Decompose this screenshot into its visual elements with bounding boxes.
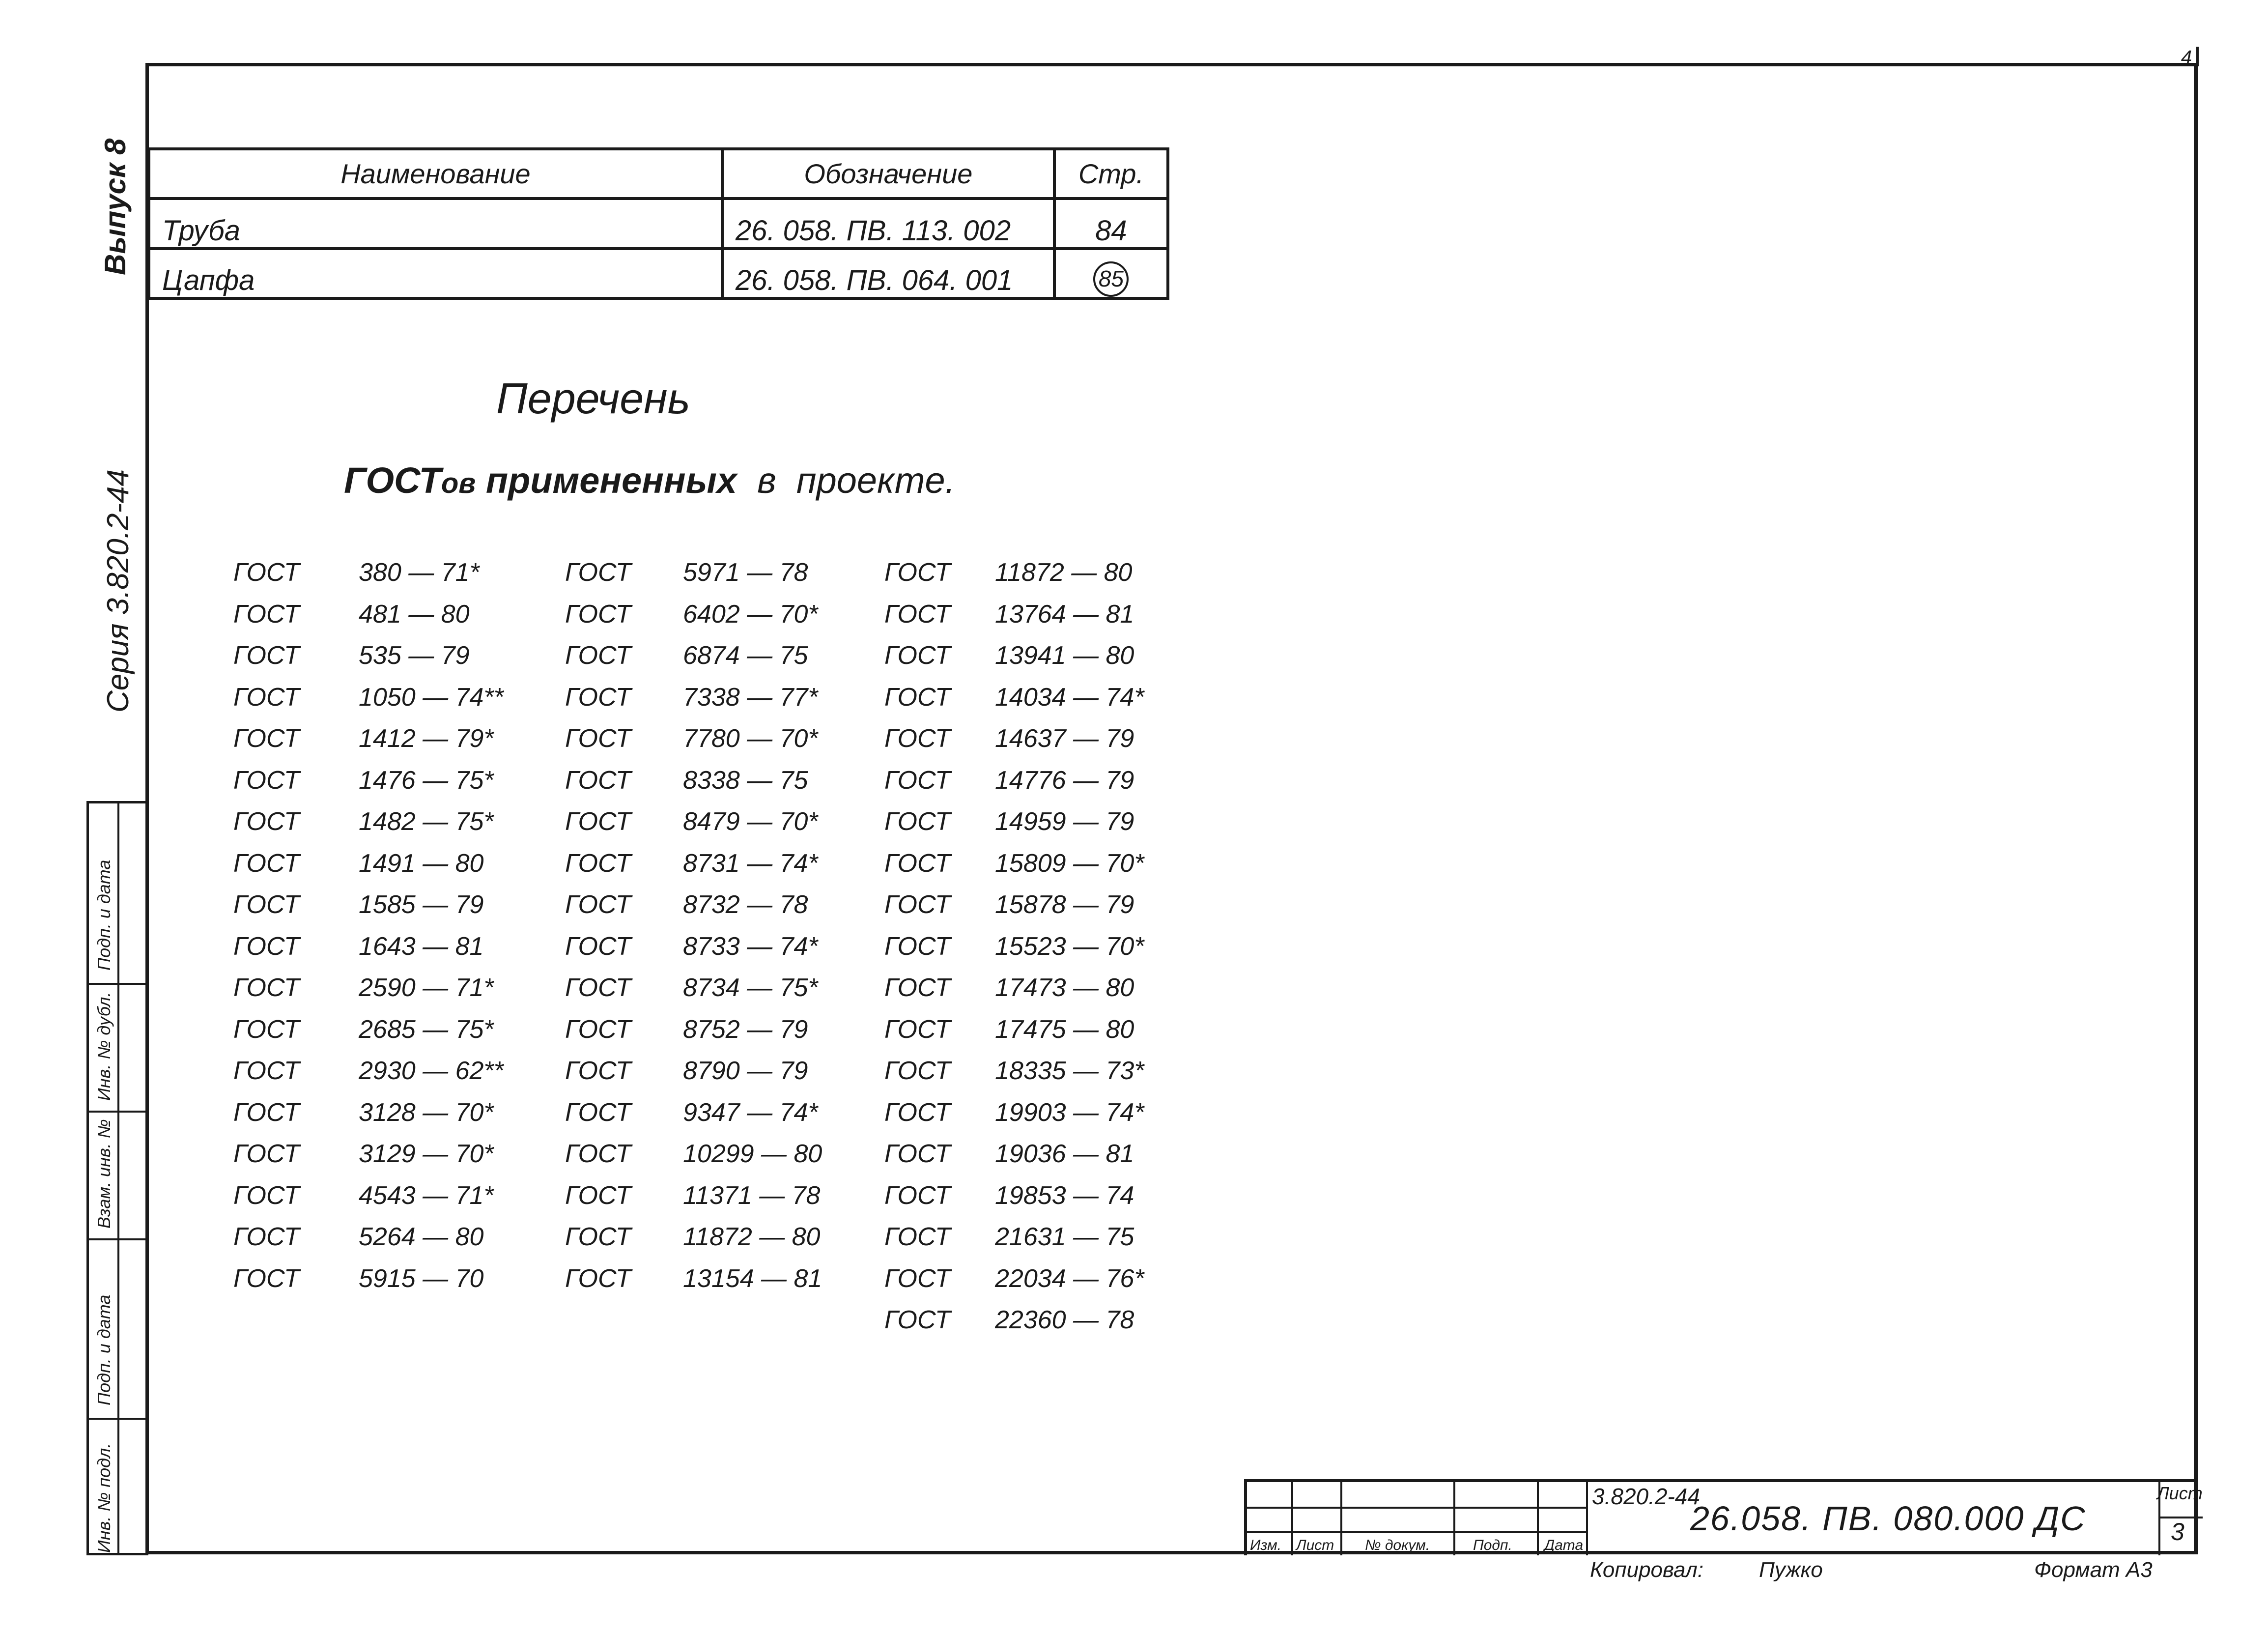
stamp-label: Инв. № дубл. bbox=[94, 992, 114, 1101]
subtitle-gost: ГОСТ bbox=[344, 460, 441, 501]
gost-number: 8479 — 70* bbox=[683, 807, 818, 836]
gost-number: 13764 — 81 bbox=[995, 600, 1134, 629]
gost-prefix: ГОСТ bbox=[565, 1223, 631, 1251]
gost-number: 380 — 71* bbox=[359, 558, 480, 587]
gost-number: 15809 — 70* bbox=[995, 849, 1144, 878]
circled-page-number: 85 bbox=[1093, 261, 1129, 297]
stamp-divider bbox=[89, 983, 146, 985]
gost-number: 7780 — 70* bbox=[683, 724, 818, 753]
gost-prefix: ГОСТ bbox=[884, 890, 951, 919]
gost-number: 5971 — 78 bbox=[683, 558, 808, 587]
stamp-divider bbox=[89, 1418, 146, 1420]
gost-prefix: ГОСТ bbox=[884, 641, 951, 670]
stamp-label: Подп. и дата bbox=[94, 859, 114, 971]
gost-prefix: ГОСТ bbox=[884, 766, 951, 795]
subtitle-in: в bbox=[757, 460, 776, 501]
gost-number: 13941 — 80 bbox=[995, 641, 1134, 670]
gost-number: 11872 — 80 bbox=[995, 558, 1133, 587]
stamp-label: Взам. инв. № bbox=[94, 1119, 114, 1229]
table-header-row bbox=[149, 149, 1168, 199]
list-subtitle bbox=[344, 459, 955, 501]
stamp-label: Инв. № подл. bbox=[94, 1443, 114, 1553]
gost-number: 4543 — 71* bbox=[359, 1181, 494, 1210]
table-row bbox=[149, 199, 1168, 248]
header-designation: Обозначение bbox=[722, 149, 1054, 199]
gost-prefix: ГОСТ bbox=[565, 683, 631, 712]
gost-prefix: ГОСТ bbox=[884, 1223, 951, 1251]
gost-prefix: ГОСТ bbox=[565, 890, 631, 919]
stamp-divider bbox=[89, 1111, 146, 1113]
gost-number: 2685 — 75* bbox=[359, 1015, 494, 1044]
gost-number: 1412 — 79* bbox=[359, 724, 494, 753]
side-series: Серия 3.820.2-44 bbox=[101, 469, 135, 713]
gost-number: 2930 — 62** bbox=[359, 1057, 504, 1085]
row-name: Труба bbox=[149, 199, 722, 248]
gost-number: 1585 — 79 bbox=[359, 890, 484, 919]
gost-prefix: ГОСТ bbox=[884, 1264, 951, 1293]
gost-number: 1643 — 81 bbox=[359, 932, 484, 961]
tb-divider bbox=[1586, 1482, 1588, 1555]
gost-number: 11371 — 78 bbox=[683, 1181, 821, 1210]
tb-divider bbox=[1340, 1482, 1342, 1555]
row-name: Цапфа bbox=[149, 249, 722, 298]
gost-prefix: ГОСТ bbox=[884, 849, 951, 878]
gost-prefix: ГОСТ bbox=[884, 1306, 951, 1334]
gost-number: 17473 — 80 bbox=[995, 973, 1134, 1002]
gost-number: 14776 — 79 bbox=[995, 766, 1134, 795]
copied-by: Пужко bbox=[1759, 1558, 1823, 1582]
subtitle-applied: примененных bbox=[485, 460, 737, 501]
subtitle-ov: ов bbox=[441, 467, 476, 499]
gost-number: 535 — 79 bbox=[359, 641, 470, 670]
tb-divider bbox=[1453, 1482, 1455, 1555]
gost-number: 6402 — 70* bbox=[683, 600, 818, 629]
gost-number: 1050 — 74** bbox=[359, 683, 504, 712]
gost-number: 6874 — 75 bbox=[683, 641, 808, 670]
gost-prefix: ГОСТ bbox=[565, 849, 631, 878]
gost-number: 14959 — 79 bbox=[995, 807, 1134, 836]
gost-prefix: ГОСТ bbox=[565, 1015, 631, 1044]
tb-doc-number: 26.058. ПВ. 080.000 ДС bbox=[1690, 1499, 2086, 1538]
gost-number: 2590 — 71* bbox=[359, 973, 494, 1002]
gost-prefix: ГОСТ bbox=[233, 1057, 300, 1085]
gost-number: 10299 — 80 bbox=[683, 1140, 822, 1168]
gost-prefix: ГОСТ bbox=[884, 1140, 951, 1168]
gost-prefix: ГОСТ bbox=[233, 1015, 300, 1044]
tb-divider bbox=[1247, 1507, 1586, 1509]
gost-prefix: ГОСТ bbox=[565, 1264, 631, 1293]
gost-prefix: ГОСТ bbox=[233, 973, 300, 1002]
gost-number: 19036 — 81 bbox=[995, 1140, 1134, 1168]
gost-number: 1482 — 75* bbox=[359, 807, 494, 836]
gost-prefix: ГОСТ bbox=[233, 1140, 300, 1168]
page-number-divider bbox=[2196, 47, 2199, 66]
gost-number: 8734 — 75* bbox=[683, 973, 818, 1002]
gost-number: 19853 — 74 bbox=[995, 1181, 1134, 1210]
gost-number: 8731 — 74* bbox=[683, 849, 818, 878]
gost-prefix: ГОСТ bbox=[565, 600, 631, 629]
gost-number: 19903 — 74* bbox=[995, 1098, 1144, 1127]
gost-number: 7338 — 77* bbox=[683, 683, 818, 712]
gost-prefix: ГОСТ bbox=[565, 1181, 631, 1210]
gost-number: 8338 — 75 bbox=[683, 766, 808, 795]
gost-prefix: ГОСТ bbox=[233, 932, 300, 961]
gost-prefix: ГОСТ bbox=[233, 807, 300, 836]
gost-prefix: ГОСТ bbox=[884, 973, 951, 1002]
gost-prefix: ГОСТ bbox=[884, 1098, 951, 1127]
gost-number: 8733 — 74* bbox=[683, 932, 818, 961]
gost-prefix: ГОСТ bbox=[884, 1057, 951, 1085]
gost-number: 15523 — 70* bbox=[995, 932, 1144, 961]
gost-number: 22034 — 76* bbox=[995, 1264, 1144, 1293]
gost-number: 8752 — 79 bbox=[683, 1015, 808, 1044]
gost-number: 3129 — 70* bbox=[359, 1140, 494, 1168]
tb-divider bbox=[1291, 1482, 1293, 1555]
gost-number: 8790 — 79 bbox=[683, 1057, 808, 1085]
tb-caption: Изм. bbox=[1250, 1537, 1281, 1553]
tb-divider bbox=[1537, 1482, 1539, 1555]
page-number: 4 bbox=[2181, 47, 2192, 68]
gost-number: 481 — 80 bbox=[359, 600, 470, 629]
gost-prefix: ГОСТ bbox=[233, 641, 300, 670]
gost-number: 14637 — 79 bbox=[995, 724, 1134, 753]
gost-number: 15878 — 79 bbox=[995, 890, 1134, 919]
gost-prefix: ГОСТ bbox=[233, 890, 300, 919]
gost-prefix: ГОСТ bbox=[565, 1057, 631, 1085]
gost-prefix: ГОСТ bbox=[233, 558, 300, 587]
gost-number: 3128 — 70* bbox=[359, 1098, 494, 1127]
tb-series: 3.820.2-44 bbox=[1592, 1484, 1700, 1509]
gost-prefix: ГОСТ bbox=[233, 683, 300, 712]
gost-prefix: ГОСТ bbox=[565, 1098, 631, 1127]
row-designation: 26. 058. ПВ. 113. 002 bbox=[722, 199, 1054, 248]
tb-caption: Подп. bbox=[1473, 1537, 1512, 1553]
gost-prefix: ГОСТ bbox=[565, 766, 631, 795]
gost-number: 9347 — 74* bbox=[683, 1098, 818, 1127]
gost-prefix: ГОСТ bbox=[565, 932, 631, 961]
gost-prefix: ГОСТ bbox=[884, 600, 951, 629]
gost-prefix: ГОСТ bbox=[884, 932, 951, 961]
gost-number: 17475 — 80 bbox=[995, 1015, 1134, 1044]
subtitle-project: проекте. bbox=[796, 460, 956, 501]
gost-number: 8732 — 78 bbox=[683, 890, 808, 919]
stamp-divider bbox=[89, 1238, 146, 1240]
gost-prefix: ГОСТ bbox=[233, 724, 300, 753]
gost-number: 22360 — 78 bbox=[995, 1306, 1134, 1334]
list-title: Перечень bbox=[496, 374, 690, 423]
gost-number: 5264 — 80 bbox=[359, 1223, 484, 1251]
gost-number: 18335 — 73* bbox=[995, 1057, 1144, 1085]
tb-sheet-value: 3 bbox=[2171, 1518, 2184, 1546]
gost-prefix: ГОСТ bbox=[565, 641, 631, 670]
gost-number: 1491 — 80 bbox=[359, 849, 484, 878]
gost-prefix: ГОСТ bbox=[884, 683, 951, 712]
tb-sheet-label: Лист bbox=[2157, 1483, 2203, 1503]
header-page: Стр. bbox=[1054, 149, 1168, 199]
tb-caption: Лист bbox=[1296, 1537, 1334, 1553]
sheet-format: Формат А3 bbox=[2034, 1558, 2153, 1582]
stamp-divider bbox=[117, 803, 119, 1553]
row-page-circled bbox=[1054, 249, 1168, 298]
gost-prefix: ГОСТ bbox=[884, 807, 951, 836]
stamp-label: Подп. и дата bbox=[94, 1294, 114, 1405]
gost-number: 13154 — 81 bbox=[683, 1264, 822, 1293]
gost-prefix: ГОСТ bbox=[884, 1181, 951, 1210]
gost-prefix: ГОСТ bbox=[565, 558, 631, 587]
gost-number: 1476 — 75* bbox=[359, 766, 494, 795]
gost-prefix: ГОСТ bbox=[233, 849, 300, 878]
gost-number: 21631 — 75 bbox=[995, 1223, 1134, 1251]
gost-prefix: ГОСТ bbox=[233, 1098, 300, 1127]
copied-label: Копировал: bbox=[1590, 1558, 1704, 1582]
gost-number: 5915 — 70 bbox=[359, 1264, 484, 1293]
row-designation: 26. 058. ПВ. 064. 001 bbox=[722, 249, 1054, 298]
table-row bbox=[149, 249, 1168, 298]
gost-prefix: ГОСТ bbox=[565, 724, 631, 753]
row-page: 84 bbox=[1054, 199, 1168, 248]
tb-divider bbox=[1247, 1531, 1586, 1533]
gost-prefix: ГОСТ bbox=[884, 1015, 951, 1044]
gost-prefix: ГОСТ bbox=[565, 1140, 631, 1168]
gost-number: 11872 — 80 bbox=[683, 1223, 821, 1251]
gost-prefix: ГОСТ bbox=[233, 600, 300, 629]
gost-prefix: ГОСТ bbox=[565, 807, 631, 836]
tb-caption: № докум. bbox=[1365, 1537, 1430, 1553]
gost-prefix: ГОСТ bbox=[884, 724, 951, 753]
gost-prefix: ГОСТ bbox=[233, 1181, 300, 1210]
gost-prefix: ГОСТ bbox=[565, 973, 631, 1002]
gost-prefix: ГОСТ bbox=[884, 558, 951, 587]
side-issue: Выпуск 8 bbox=[99, 138, 132, 275]
gost-prefix: ГОСТ bbox=[233, 1223, 300, 1251]
gost-prefix: ГОСТ bbox=[233, 1264, 300, 1293]
gost-number: 14034 — 74* bbox=[995, 683, 1144, 712]
reference-table bbox=[147, 147, 1169, 300]
gost-prefix: ГОСТ bbox=[233, 766, 300, 795]
side-stamp bbox=[86, 801, 148, 1555]
header-name: Наименование bbox=[149, 149, 722, 199]
tb-caption: Дата bbox=[1544, 1537, 1584, 1553]
